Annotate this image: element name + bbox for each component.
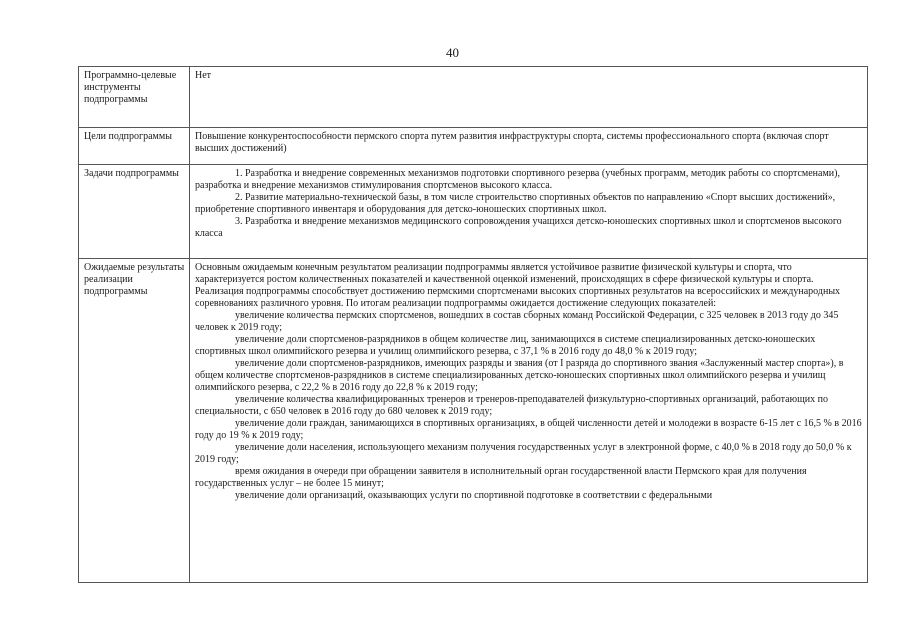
row-content	[190, 259, 868, 583]
row-content	[190, 67, 868, 128]
row-label: Задачи подпрограммы	[79, 165, 190, 259]
paragraph: увеличение доли граждан, занимающихся в спортивных организациях, в общей численности детей и молодежи в возрасте 6-15 лет с 16,5 % в 2016 году до 19 % к 2019 году;	[195, 418, 862, 441]
table-row-results	[79, 259, 868, 583]
paragraph: Повышение конкурентоспособности пермского спорта путем развития инфраструктуры спорта, системы профессионального спорта (включая спорт высших достижений)	[195, 131, 829, 154]
table-row-tasks	[79, 165, 868, 259]
paragraph: увеличение доли спортсменов-разрядников в общем количестве лиц, занимающихся в системе специализированных детско-юношеских спортивных школ олимпийского резерва и училищ олимпийского резерва, с 37,1 % в 2016 году до 48,0 % к 2019 году;	[195, 334, 816, 357]
paragraph: увеличение количества пермских спортсменов, вошедших в состав сборных команд Российской Федерации, с 325 человек в 2013 году до 345 человек к 2019 году;	[195, 310, 839, 333]
row-label: Ожидаемые результаты реализации подпрограммы	[79, 259, 190, 583]
row-content	[190, 128, 868, 165]
paragraph: увеличение доли населения, использующего механизм получения государственных услуг в электронной форме, с 40,0 % в 2018 году до 50,0 % к 2019 году;	[195, 442, 852, 465]
row-label: Программно-целевые инструменты подпрограммы	[79, 67, 190, 128]
table-row-goals	[79, 128, 868, 165]
paragraph: время ожидания в очереди при обращении заявителя в исполнительный орган государственной власти Пермского края для получения государственных услуг – не более 15 минут;	[195, 466, 807, 489]
paragraph: 1. Разработка и внедрение современных механизмов подготовки спортивного резерва (учебных программ, методик работы со спортсменами), разработка и внедрение механизмов стимулирования спортсменов высокого класса.	[195, 168, 840, 191]
paragraph: 2. Развитие материально-технической базы, в том числе строительство спортивных объектов по направлению «Спорт высших достижений», приобретение спортивного инвентаря и оборудования для детско-юношеских спортивных школ.	[195, 192, 836, 215]
row-label: Цели подпрограммы	[79, 128, 190, 165]
paragraph: Нет	[195, 70, 212, 81]
page-number: 40	[446, 45, 459, 60]
table-row-tools	[79, 67, 868, 128]
row-content	[190, 165, 868, 259]
subprogram-passport-table	[78, 66, 868, 583]
paragraph: 3. Разработка и внедрение механизмов медицинского сопровождения учащихся детско-юношеских спортивных школ и спортсменов высокого класса	[195, 216, 842, 239]
paragraph: увеличение количества квалифицированных тренеров и тренеров-преподавателей физкультурно-спортивных организаций, работающих по специальности, с 650 человек в 2016 году до 680 человек к 2019 году;	[195, 394, 828, 417]
paragraph: Основным ожидаемым конечным результатом реализации подпрограммы является устойчивое развитие физической культуры и спорта, что характеризуется ростом количественных показателей и качественной оценкой изменений, происходящих в сфере физической культуры и спорта. Реализация подпрограммы способствует достижению пермскими спортсменами высоких спортивных результатов на всероссийских и международных соревнованиях различного уровня. По итогам реализации подпрограммы ожидается достижение следующих показателей:	[195, 262, 841, 309]
paragraph: увеличение доли организаций, оказывающих услуги по спортивной подготовке в соответствии с федеральными	[235, 490, 713, 501]
paragraph: увеличение доли спортсменов-разрядников, имеющих разряды и звания (от I разряда до спортивного звания «Заслуженный мастер спорта»), в общем количестве спортсменов-разрядников в системе специализированных детско-юношеских спортивных школ олимпийского резерва и училищ олимпийского резерва, с 22,2 % в 2016 году до 22,8 % к 2019 году;	[195, 358, 844, 393]
